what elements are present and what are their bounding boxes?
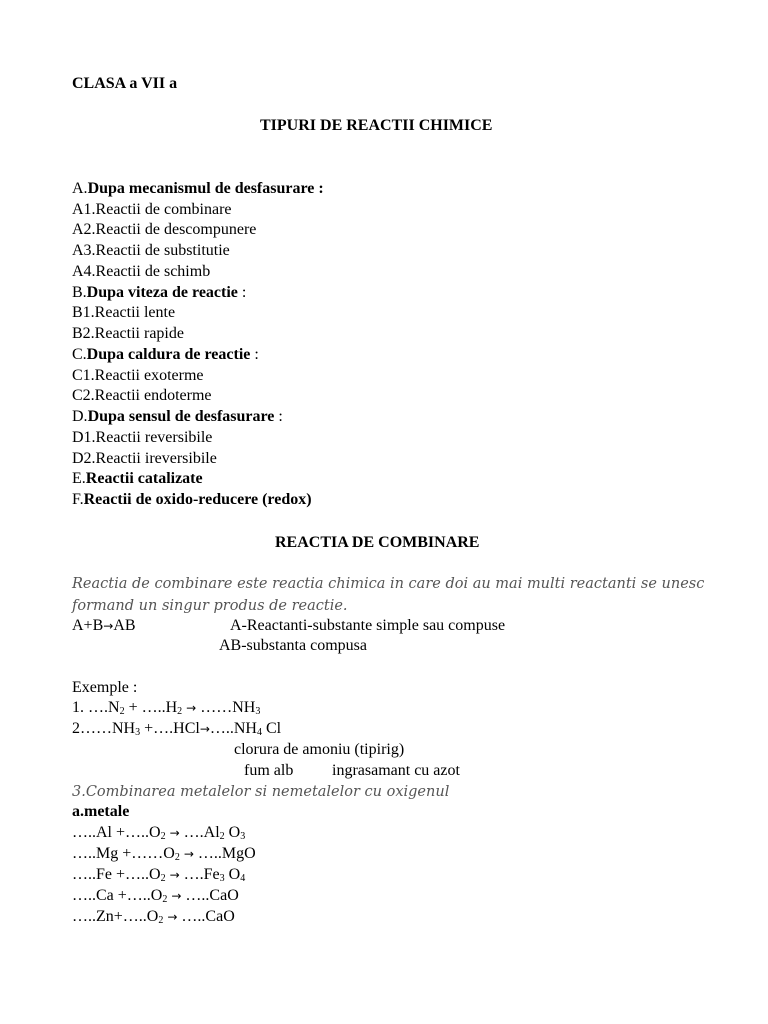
eq-part: …..Mg +……O <box>72 845 175 862</box>
heading-c-text: Dupa caldura de reactie <box>86 346 251 363</box>
eq-part: ….Fe <box>179 866 220 883</box>
eq-part: Cl <box>261 720 282 737</box>
metals-label: a.metale <box>72 803 130 820</box>
eq-part: …..Zn+…..O <box>72 908 159 925</box>
heading-a-prefix: A. <box>72 180 88 197</box>
general-equation <box>72 616 136 636</box>
subscript: 2 <box>160 873 166 884</box>
subscript: 2 <box>174 852 180 863</box>
section-title: REACTIA DE COMBINARE <box>275 534 480 551</box>
subscript: 2 <box>119 706 125 717</box>
arrow-icon: → <box>167 910 178 924</box>
heading-c-colon: : <box>250 346 259 363</box>
example-2-property-2: ingrasamant cu azot <box>332 762 460 779</box>
heading-c-prefix: C. <box>72 346 87 363</box>
eq-part: ……NH <box>196 699 256 716</box>
heading-d-text: Dupa sensul de desfasurare <box>87 408 275 425</box>
definition-line-2: formand un singur produs de reactie. <box>72 598 348 614</box>
subscript: 3 <box>240 831 246 842</box>
subscript: 2 <box>177 706 183 717</box>
subscript: 3 <box>219 873 225 884</box>
eq-part: ….Al <box>179 824 220 841</box>
heading-f-prefix: F. <box>72 491 84 508</box>
general-eq-right: AB <box>113 617 136 634</box>
heading-d <box>72 407 283 427</box>
heading-e <box>72 469 203 489</box>
subscript: 2 <box>160 831 166 842</box>
class-label: CLASA a VII a <box>72 75 178 92</box>
eq-part: …..Fe +…..O <box>72 866 161 883</box>
list-item-b1: B1.Reactii lente <box>72 304 176 321</box>
list-item-d1: D1.Reactii reversibile <box>72 429 213 446</box>
arrow-icon: → <box>169 868 180 882</box>
heading-f <box>72 490 312 510</box>
definition-line-1: Reactia de combinare este reactia chimica in care doi au mai multi reactanti se unesc <box>72 576 705 592</box>
heading-e-text: Reactii catalizate <box>85 470 203 487</box>
arrow-icon: → <box>186 701 197 715</box>
section-3-heading: 3.Combinarea metalelor si nemetalelor cu oxigenul <box>72 784 450 800</box>
list-item-a2: A2.Reactii de descompunere <box>72 221 257 238</box>
heading-e-prefix: E. <box>72 470 86 487</box>
eq-part: O <box>224 824 241 841</box>
arrow-icon: → <box>199 722 210 736</box>
examples-label: Exemple : <box>72 679 138 696</box>
eq-part: …..CaO <box>181 887 239 904</box>
subscript: 3 <box>135 727 141 738</box>
note-reactants: A-Reactanti-substante simple sau compuse <box>230 617 506 634</box>
list-item-d2: D2.Reactii ireversibile <box>72 450 217 467</box>
heading-b-colon: : <box>237 284 247 301</box>
heading-c <box>72 345 259 365</box>
heading-b-prefix: B. <box>72 284 87 301</box>
page-title: TIPURI DE REACTII CHIMICE <box>260 117 493 134</box>
eq-part: 2……NH <box>72 720 136 737</box>
arrow-icon: → <box>169 826 180 840</box>
eq-part: …..Al +…..O <box>72 824 161 841</box>
list-item-a4: A4.Reactii de schimb <box>72 263 211 280</box>
eq-part: 1. ….N <box>72 699 120 716</box>
list-item-b2: B2.Reactii rapide <box>72 325 184 342</box>
example-2-name: clorura de amoniu (tipirig) <box>234 741 405 758</box>
arrow-icon: → <box>171 889 182 903</box>
heading-a <box>72 179 324 199</box>
example-2-property-1: fum alb <box>244 762 294 779</box>
note-product: AB-substanta compusa <box>219 637 367 654</box>
heading-b <box>72 283 246 303</box>
subscript: 2 <box>219 831 225 842</box>
list-item-c1: C1.Reactii exoterme <box>72 367 204 384</box>
eq-part: + …..H <box>124 699 178 716</box>
subscript: 4 <box>256 727 262 738</box>
eq-part: …..Ca +…..O <box>72 887 163 904</box>
list-item-a3: A3.Reactii de substitutie <box>72 242 230 259</box>
heading-a-text: Dupa mecanismul de desfasurare : <box>87 180 324 197</box>
list-item-a1: A1.Reactii de combinare <box>72 201 232 218</box>
heading-d-prefix: D. <box>72 408 88 425</box>
subscript: 3 <box>255 706 261 717</box>
arrow-icon: → <box>103 619 114 633</box>
list-item-c2: C2.Reactii endoterme <box>72 387 212 404</box>
metal-eq-zn <box>72 907 235 931</box>
eq-part: …..CaO <box>177 908 235 925</box>
eq-part: …..NH <box>209 720 257 737</box>
heading-b-text: Dupa viteza de reactie <box>86 284 238 301</box>
arrow-icon: → <box>183 847 194 861</box>
heading-d-colon: : <box>274 408 283 425</box>
subscript: 2 <box>158 915 164 926</box>
general-eq-left: A+B <box>72 617 104 634</box>
subscript: 2 <box>162 894 168 905</box>
eq-part: O <box>224 866 241 883</box>
eq-part: +….HCl <box>140 720 200 737</box>
heading-f-text: Reactii de oxido-reducere (redox) <box>83 491 312 508</box>
eq-part: …..MgO <box>193 845 256 862</box>
subscript: 4 <box>240 873 246 884</box>
